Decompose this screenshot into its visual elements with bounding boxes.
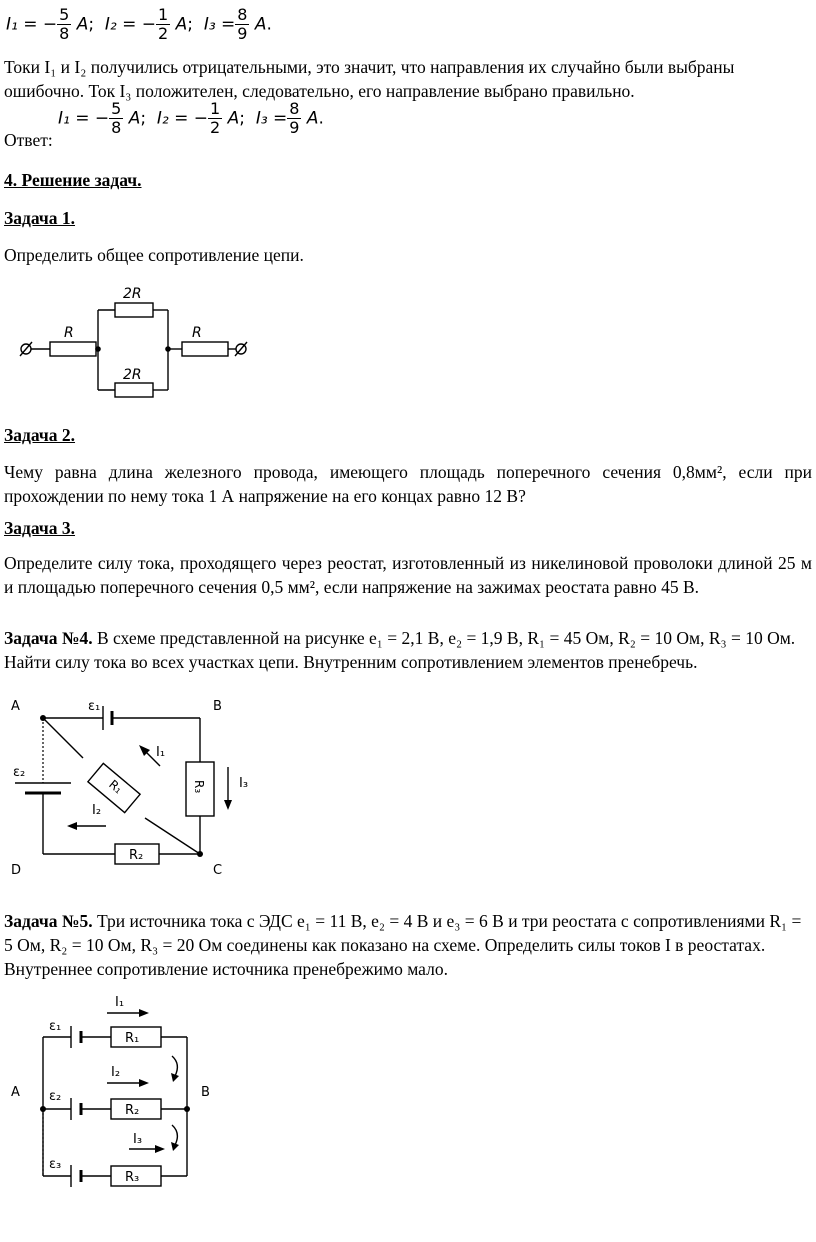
task4-paragraph [4, 626, 812, 674]
label-node-b: B [201, 1085, 210, 1100]
task5-text: Три источника тока с ЭДС e₁ = 11 В, e₂ = 4 В и e₃ = 6 В и три реостата с сопротивлениями R₁ = 5 Ом, R₂ = 10 Ом, R₃ = 20 Ом соединены как показано на схеме. Определить силы токов I в реостатах. Внутреннее сопротивление источника пренебрежимо мало. [4, 911, 802, 979]
node-right-dot [165, 346, 171, 352]
label-i2: I₂ [92, 803, 102, 818]
task2-text: Чему равна длина железного провода, имеющего площадь поперечного сечения 0,8мм², если при прохождении по нему тока 1 А напряжение на его концах равно 12 В? [4, 462, 812, 506]
label-r-left: R [64, 325, 74, 341]
label-i3: I₃ [239, 776, 249, 791]
label-2r-bottom: 2R [123, 367, 142, 383]
label-r1: R₁ [125, 1031, 140, 1046]
task3-title: Задача 3. [4, 518, 76, 538]
task4-circuit-diagram [5, 690, 265, 880]
task3-text: Определите силу тока, проходящего через реостат, изготовленный из никелиновой проволоки длиной 25 м и площадью поперечного сечения 0,5 мм², если напряжение на зажимах реостата равно 45 В. [4, 553, 812, 597]
intro-paragraph: Токи I₁ и I₂ получились отрицательными, это значит, что направления их случайно были выбраны ошибочно. Ток I₃ положителен, следовательно, его направление выбрано правильно. [4, 57, 735, 101]
node-left-dot [95, 346, 101, 352]
task2-title: Задача 2. [4, 425, 76, 445]
label-r3: R₃ [125, 1170, 140, 1185]
label-node-d: D [11, 863, 22, 878]
answer-formula: I₁ = − $\frac{5}{8}$ A; I₂ = − $\frac{1}{2}$ A; I₃ = $\frac{8}{9}$ A. [58, 99, 324, 137]
label-i2: I₂ [111, 1065, 121, 1080]
label-i1: I₁ [115, 995, 125, 1010]
label-node-a: A [11, 699, 20, 714]
section-title: 4. Решение задач. [4, 170, 142, 190]
node-b-dot [184, 1106, 190, 1112]
label-r2: R₂ [129, 848, 144, 863]
node-a-dot [40, 715, 46, 721]
label-2r-top: 2R [123, 286, 142, 302]
label-i1: I₁ [156, 745, 166, 760]
label-e1: ε₁ [88, 699, 101, 714]
label-r2: R₂ [125, 1103, 140, 1118]
label-r3: R₃ [192, 780, 206, 794]
task5-paragraph [4, 909, 812, 981]
formula-currents-top: I₁ = − $\frac{5}{8}$ A; I₂ = − $\frac{1}{2}$ A; I₃ = $\frac{8}{9}$ A. [6, 5, 272, 43]
node-a-dot [40, 1106, 46, 1112]
label-r1: R₁ [106, 777, 126, 797]
task4-title: Задача №4. [4, 628, 93, 648]
label-e2: ε₂ [49, 1089, 62, 1104]
task1-text: Определить общее сопротивление цепи. [4, 245, 304, 265]
answer-label: Ответ: [4, 130, 53, 150]
label-e1: ε₁ [49, 1019, 62, 1034]
task5-title: Задача №5. [4, 911, 93, 931]
task4-text: В схеме представленной на рисунке e₁ = 2,1 В, e₂ = 1,9 В, R₁ = 45 Ом, R₂ = 10 Ом, R₃ = 10 Ом. Найти силу тока во всех участках цепи. Внутренним сопротивлением элементов пренебречь. [4, 628, 796, 672]
task5-circuit-diagram [5, 990, 245, 1195]
label-node-a: A [11, 1085, 20, 1100]
label-e2: ε₂ [13, 765, 26, 780]
label-r-right: R [192, 325, 202, 341]
label-e3: ε₃ [49, 1157, 62, 1172]
label-node-b: B [213, 699, 222, 714]
task1-circuit-diagram [10, 280, 260, 405]
label-node-c: C [213, 863, 223, 878]
label-i3: I₃ [133, 1132, 143, 1147]
node-c-dot [197, 851, 203, 857]
task1-title: Задача 1. [4, 208, 76, 228]
